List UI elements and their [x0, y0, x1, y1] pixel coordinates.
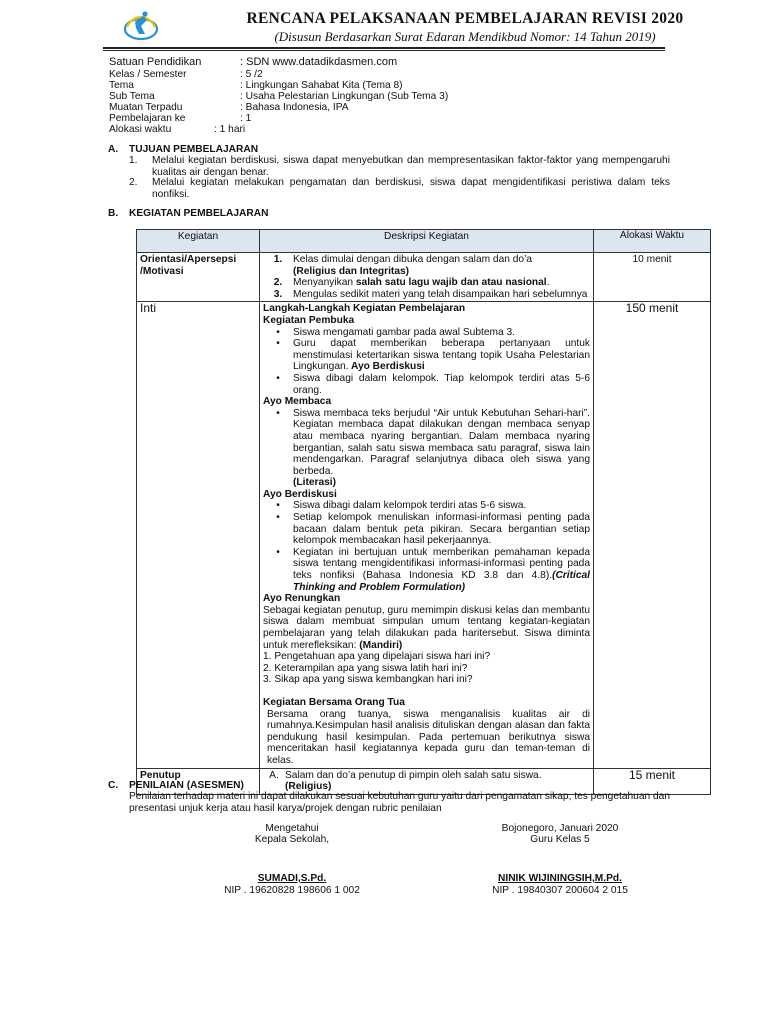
identity-value: : Bahasa Indonesia, IPA: [240, 102, 349, 113]
row-duration: 15 menit: [594, 768, 711, 794]
list-number: 1.: [129, 155, 138, 166]
identity-label: Satuan Pendidikan: [109, 56, 202, 68]
table-row-orientasi: [137, 253, 711, 302]
identity-value: : 5 /2: [240, 69, 263, 80]
item-text: Kegiatan ini bertujuan untuk memberikan pemahaman kepada siswa tentang mengidentifikasi informasi-informasi penting pada teks nonfiksi (Bahasa Indonesia KD 3.8 dan 4.8).: [293, 546, 590, 582]
item-tag: salah satu lagu wajib dan atau nasional: [355, 277, 547, 289]
item-text: Siswa mengamati gambar pada awal Subtema 3.: [293, 326, 515, 338]
row-duration: 150 menit: [594, 302, 711, 768]
list-item: [263, 770, 590, 793]
row-duration: 10 menit: [594, 253, 711, 302]
identity-value: : Lingkungan Sahabat Kita (Tema 8): [240, 80, 403, 91]
parent-activity-text: Bersama orang tuanya, siswa menganalisis kualitas air di rumahnya.Kesimpulan hasil analisis dituliskan dengan alasan dan fakta pendukung hasil kesimpulan. Pada pertemuan berikutnya siswa menceritakan hasil kegiatannya kepada guru dan teman-teman di kelas.: [267, 708, 590, 766]
col-header-kegiatan: Kegiatan: [137, 230, 260, 253]
list-item: [263, 277, 590, 289]
identity-label: Alokasi waktu: [109, 124, 172, 135]
item-text: Menyanyikan: [293, 277, 356, 289]
item-text: Sebagai kegiatan penutup, guru memimpin diskusi kelas dan membantu siswa dalam membuat simpulan umum tentang kegiatan-kegiatan pembelajaran yang telah dilakukan pada haritersebut. Siswa diminta untuk merefleksikan:: [263, 604, 590, 651]
row-label: Orientasi/Apersepsi /Motivasi: [137, 253, 260, 302]
identity-label: Muatan Terpadu: [109, 102, 183, 113]
item-text: Setiap kelompok menuliskan informasi-informasi penting pada bacaan dalam bentuk peta pikiran. Secara bergantian setiap kelompok membacakan hasil pekerjaannya.: [293, 512, 590, 547]
row-description: [260, 302, 594, 768]
subheading: Kegiatan Bersama Orang Tua: [263, 696, 405, 708]
activity-table: [136, 229, 711, 795]
subheading: Ayo Membaca: [263, 396, 332, 408]
tut-wuri-handayani-logo: [121, 8, 161, 42]
teacher-name: NINIK WIJININGSIH,M.Pd.: [498, 873, 622, 884]
section-b-letter: B.: [108, 208, 119, 219]
section-b-title: KEGIATAN PEMBELAJARAN: [129, 208, 269, 219]
row-description: [260, 253, 594, 302]
item-tag: Ayo Berdiskusi: [348, 361, 425, 373]
col-header-alokasi: Alokasi Waktu: [594, 230, 711, 253]
item-tag: (Religius dan Integritas): [293, 265, 410, 277]
table-header-row: [137, 230, 711, 253]
row-label: Inti: [137, 302, 260, 768]
row-label: Penutup: [137, 768, 260, 794]
subheading: Ayo Berdiskusi: [263, 488, 337, 500]
signature-right-line1: Bojonegoro, Januari 2020: [501, 823, 619, 834]
document-subtitle: (Disusun Berdasarkan Surat Edaran Mendikbud Nomor: 14 Tahun 2019): [274, 29, 656, 44]
item-text: Salam dan do’a penutup di pimpin oleh salah satu siswa.: [285, 769, 542, 781]
bullet-item: • Siswa membaca teks berjudul “Air untuk Kebutuhan Sehari-hari”. Kegiatan membaca dapat dilakukan dengan membaca senyap atau membaca nyaring bergantian. Dalam membaca nyaring bergantian, salah satu siswa membaca satu paragraf, siswa lain mendengarkan. Paragraf selanjutnya dibaca oleh siswa yang berbeda. (Literasi): [276, 407, 590, 489]
identity-value: : 1: [240, 113, 252, 124]
document-title: RENCANA PELAKSANAAN PEMBELAJARAN REVISI 2020: [246, 10, 684, 27]
identity-label: Pembelajaran ke: [109, 113, 186, 124]
list-number: 2.: [129, 177, 138, 188]
identity-label: Sub Tema: [109, 91, 155, 102]
header-rule-thin: [103, 50, 665, 51]
section-c-letter: C.: [108, 780, 119, 791]
item-text: Guru dapat memberikan beberapa pertanyaan untuk menstimulasi ketertarikan siswa tentang topik Usaha Pelestarian Lingkungan.: [293, 338, 590, 373]
teacher-nip: NIP . 19840307 200604 2 015: [492, 885, 628, 896]
bullet-item: • Guru dapat memberikan beberapa pertanyaan untuk menstimulasi ketertarikan siswa tentang topik Usaha Pelestarian Lingkungan. Ayo Berdiskusi: [276, 338, 590, 373]
identity-value: : SDN www.datadikdasmen.com: [240, 56, 398, 68]
assessment-text: Penilaian terhadap materi ini dapat dilakukan sesuai kebutuhan guru yaitu dari pengamatan sikap, tes pengetahuan dan presentasi unjuk kerja atau hasil karya/projek dengan rubric penilaian: [129, 791, 670, 814]
table-row-inti: [137, 302, 711, 768]
identity-label: Kelas / Semester: [109, 69, 187, 80]
item-text: Siswa dibagi dalam kelompok terdiri atas 5-6 siswa.: [293, 500, 527, 512]
list-item: [263, 289, 590, 301]
header-rule: [103, 47, 665, 49]
principal-nip: NIP . 19620828 198606 1 002: [224, 885, 360, 896]
item-tag: (Critical Thinking and Problem Formulation): [293, 570, 590, 593]
signature-left-line1: Mengetahui: [265, 823, 319, 834]
bullet-item: • Setiap kelompok menuliskan informasi-informasi penting pada bacaan dalam bentuk peta pikiran. Secara bergantian setiap kelompok membacakan hasil pekerjaannya.: [276, 512, 590, 547]
subheading: Ayo Renungkan: [263, 593, 341, 605]
reflection-question: 1. Pengetahuan apa yang dipelajari siswa hari ini?: [263, 651, 491, 663]
bullet-item: • Siswa mengamati gambar pada awal Subtema 3.: [263, 327, 590, 339]
identity-value: : 1 hari: [214, 124, 246, 135]
reflection-question: 2. Keterampilan apa yang siswa latih hari ini?: [263, 662, 468, 674]
section-a-title: TUJUAN PEMBELAJARAN: [129, 144, 259, 155]
list-number: 2.: [273, 277, 283, 289]
list-item: [263, 254, 590, 277]
reflection-question: 3. Sikap apa yang siswa kembangkan hari ini?: [263, 674, 473, 686]
signature-right-line2: Guru Kelas 5: [530, 834, 590, 845]
steps-heading: Langkah-Langkah Kegiatan Pembelajaran: [263, 303, 466, 315]
col-header-deskripsi: Deskripsi Kegiatan: [260, 230, 594, 253]
item-text: .: [546, 277, 550, 289]
signature-left-line2: Kepala Sekolah,: [254, 834, 330, 845]
identity-value: : Usaha Pelestarian Lingkungan (Sub Tema 3): [240, 91, 449, 102]
list-number: 1.: [273, 254, 283, 265]
item-text: Mengulas sedikit materi yang telah disampaikan hari sebelumnya: [293, 288, 588, 300]
objective-text: Melalui kegiatan melakukan pengamatan dan berdiskusi, siswa dapat mengidentifikasi peristiwa dalam teks nonfiksi.: [152, 177, 670, 200]
item-text: Kelas dimulai dengan dibuka dengan salam dan do’a: [293, 254, 533, 265]
item-tag: (Religius): [285, 781, 332, 793]
reflection-text: [263, 605, 590, 651]
bullet-item: • Siswa dibagi dalam kelompok terdiri atas 5-6 siswa.: [263, 500, 590, 512]
principal-name: SUMADI,S.Pd.: [257, 873, 327, 884]
section-a-letter: A.: [108, 144, 119, 155]
subheading: Kegiatan Pembuka: [263, 314, 355, 326]
objective-text: Melalui kegiatan berdiskusi, siswa dapat menyebutkan dan mempresentasikan faktor-faktor yang mempengaruhi kualitas air dengan benar.: [152, 155, 670, 178]
bullet-item: • Kegiatan ini bertujuan untuk memberikan pemahaman kepada siswa tentang mengidentifikasi informasi-informasi penting pada teks nonfiksi (Bahasa Indonesia KD 3.8 dan 4.8).(Critical Thinking and Problem Formulation): [276, 546, 590, 593]
item-tag: (Mandiri): [359, 639, 403, 651]
list-number: A.: [269, 769, 279, 781]
bullet-item: • Siswa dibagi dalam kelompok. Tiap kelompok terdiri atas 5-6 orang.: [276, 372, 590, 396]
list-number: 3.: [273, 288, 283, 300]
section-c-title: PENILAIAN (ASESMEN): [129, 780, 244, 791]
identity-label: Tema: [109, 80, 134, 91]
item-tag: (Literasi): [293, 477, 337, 489]
item-text: Siswa dibagi dalam kelompok. Tiap kelompok terdiri atas 5-6 orang.: [293, 372, 590, 396]
item-text: Siswa membaca teks berjudul “Air untuk Kebutuhan Sehari-hari”. Kegiatan membaca dapat dilakukan dengan membaca senyap atau membaca nyaring bergantian. Dalam membaca nyaring bergantian, salah satu siswa membaca satu paragraf, siswa lain mendengarkan. Paragraf selanjutnya dibaca oleh siswa yang berbeda.: [293, 407, 590, 477]
